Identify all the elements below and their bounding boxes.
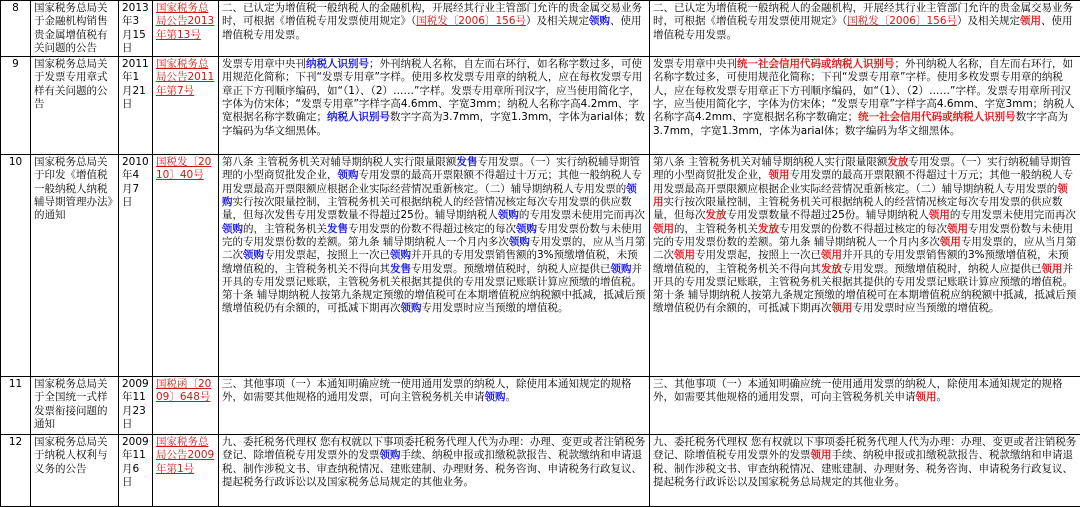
text-segment: ）及相关规定: [957, 15, 1021, 28]
text-segment: 专用发票的份数不得超过核定的每次: [779, 222, 947, 235]
original-term-highlight: 领购: [390, 249, 411, 262]
revised-term-highlight: 统一社会信用代码或纳税人识别号: [737, 58, 895, 71]
text-segment: 发票专用章中央刊: [653, 58, 737, 71]
text-segment: 专用发票的份数不得超过核定的每次: [348, 222, 516, 235]
text-segment: 专用发票数量不得超过25份。辅导期纳税人: [726, 209, 929, 222]
document-title: 国家税务总局关于纳税人权利与义务的公告: [31, 435, 119, 507]
document-number-link[interactable]: 国家税务总局公告2013年第13号: [153, 1, 219, 57]
row-number: 11: [1, 377, 31, 435]
text-segment: 的专用发票未使用完而再次: [518, 209, 645, 222]
document-title: 国家税务总局关于发票专用章式样有关问题的公告: [31, 57, 119, 155]
revised-text: [650, 1, 1080, 57]
revised-term-highlight: 领用: [821, 249, 842, 262]
text-segment: 专用发票的，应从当月第二次: [222, 235, 646, 262]
text-segment: 九、委托税务代理权 您有权就以下事项委托税务代理人代为办理：办理、变更或者注销税务登记、除增值税专用发票外的发票: [653, 436, 1077, 462]
table-body: [1, 1, 1080, 507]
original-text: [219, 377, 650, 435]
revised-term-highlight: 领用: [915, 391, 937, 404]
issue-date: 2009年11月23日: [119, 377, 153, 435]
text-segment: 并开具的专用发票记账联，主管税务机关根据其提供的专用发票记账联计算应预缴的增值税。第十条 辅导期纳税人按第九条规定预缴的增值税可在本期增值税应纳税额中抵减，抵减后预缴增值税仍有余额的，可抵减下期再次: [222, 262, 646, 315]
row-number: 9: [1, 57, 31, 155]
text-segment: ；外刊纳税人名称，自左而右环行，如名称字数过多，可使用规范化简称；下刊“发票专用章”字样。使用多枚发票专用章的纳税人，应在每枚发票专用章正下方刊顺序编码，如“（1）、（2）……”字样。发票专用章所刊汉字，应当使用简化字，字体为仿宋体；“发票专用章”字样字高4.6mm、字宽3mm；纳税人名称字高4.2mm、字宽根据名称字数确定；: [653, 58, 1075, 124]
table-row: [1, 377, 1080, 435]
revised-text: [650, 435, 1080, 507]
text-segment: 、使用增值税专用发票。: [653, 15, 1073, 41]
text-segment: 数字字高为3.7mm，字宽1.3mm，字体为arial体；数字编码为华文细黑体。: [653, 111, 1069, 137]
text-segment: 第八条 主管税务机关对辅导期纳税人实行限量限额: [653, 156, 888, 169]
text-segment: 二、已认定为增值税一般纳税人的金融机构，开展经其行业主管部门允许的贵金属交易业务时，可根据《增值税专用发票使用规定》（: [653, 2, 1073, 28]
document-title: 国家税务总局关于金融机构销售贵金属增值税有关问题的公告: [31, 1, 119, 57]
text-segment: 并开具的专用发票销售额的3%预缴增值税，未预缴增值税的，主管税务机关不得向其: [653, 249, 1069, 275]
document-number-link[interactable]: 国家税务总局公告2011年第7号: [153, 57, 219, 155]
revised-text: [650, 377, 1080, 435]
revised-term-highlight: 领用: [939, 235, 961, 248]
table-row: [1, 1, 1080, 57]
document-number-link[interactable]: 国家税务总局公告2009年第1号: [153, 435, 219, 507]
table-row: [1, 435, 1080, 507]
revised-term-highlight: 领用: [947, 222, 968, 235]
issue-date: 2009年11月6日: [119, 435, 153, 507]
text-segment: 的专用发票未使用完而再次: [949, 209, 1076, 222]
revised-term-highlight: 领用: [674, 249, 695, 262]
text-segment: 专用发票。预缴增值税时，纳税人应提供已: [842, 262, 1042, 275]
document-title: 国家税务总局关于印发《增值税一般纳税人纳税辅导期管理办法》的通知: [31, 155, 119, 377]
revised-term-highlight: 发放: [758, 222, 779, 235]
original-term-highlight: 领购: [243, 249, 264, 262]
text-segment: 第八条 主管税务机关对辅导期纳税人实行限量限额: [222, 156, 457, 169]
original-term-highlight: 发售: [456, 156, 478, 169]
revised-term-highlight: 发放: [705, 209, 727, 222]
text-segment: 专用发票份数与未使用完的专用发票份数的差额。第九条 辅导期纳税人一个月内多次: [653, 222, 1073, 248]
text-segment: 、使用增值税专用发票。: [222, 15, 642, 41]
text-segment: 专用发票起，按照上一次已: [264, 249, 390, 262]
original-term-highlight: 领购: [222, 182, 637, 209]
original-text: [219, 435, 650, 507]
revised-term-highlight: 领用: [653, 222, 674, 235]
revised-term-highlight: 领用: [831, 302, 853, 315]
original-term-highlight: 领购: [484, 391, 506, 404]
table-row: [1, 57, 1080, 155]
document-reference-link[interactable]: 国税发〔2006〕156号: [847, 15, 958, 28]
original-term-highlight: 发售: [327, 222, 348, 235]
revised-term-highlight: 领用: [810, 449, 832, 462]
original-term-highlight: 领购: [610, 262, 632, 275]
original-term-highlight: 领购: [379, 449, 401, 462]
text-segment: ；外刊纳税人名称，自左而右环行，如名称字数过多，可使用规范化简称；下刊“发票专用章”字样。使用多枚发票专用章的纳税人，应在每枚发票专用章正下方刊顺序编码，如“（1）、（2）……”字样。发票专用章所刊汉字，应当使用简化字，字体为仿宋体；“发票专用章”字样字高4.6mm、字宽3mm；纳税人名称字高4.2mm、字宽根据名称字数确定；: [222, 58, 643, 124]
text-segment: 手续、纳税申报或扣缴税款报告、税款缴纳和申请退税、制作涉税文书、审查纳税情况、建账建制、办理财务、税务咨询、申请税务行政复议、提起税务行政诉讼以及国家税务总局规定的其他业务。: [222, 449, 642, 489]
revised-term-highlight: 发放: [821, 262, 842, 275]
text-segment: 实行按次限量控制，主管税务机关可根据纳税人的经营情况核定每次专用发票的供应数量，但每次发售专用发票数量不得超过25份。辅导期纳税人: [222, 196, 632, 222]
text-segment: 发票专用章中央刊: [222, 58, 306, 71]
text-segment: 三、其他事项（一）本通知明确应统一使用通用发票的纳税人，除使用本通知规定的规格外，如需要其他规格的通用发票，可向主管税务机关申请: [653, 378, 1063, 404]
issue-date: 2010年4月7日: [119, 155, 153, 377]
document-title: 国家税务总局关于全国统一式样发票衔接问题的通知: [31, 377, 119, 435]
original-term-highlight: 领购: [508, 235, 530, 248]
original-text: [219, 155, 650, 377]
text-segment: 数字字高为3.7mm，字宽1.3mm，字体为arial体；数字编码为华文细黑体。: [222, 111, 645, 137]
row-number: 10: [1, 155, 31, 377]
revised-text: [650, 57, 1080, 155]
text-segment: 二、已认定为增值税一般纳税人的金融机构，开展经其行业主管部门允许的贵金属交易业务时，可根据《增值税专用发票使用规定》（: [222, 2, 642, 28]
text-segment: 专用发票的最高开票限额不得超过十万元；其他一般纳税人专用发票最高开票限额应根据企业实际经营情况重新核定。（二）辅导期纳税人专用发票的: [653, 169, 1073, 195]
text-segment: 。: [936, 391, 947, 404]
issue-date: 2013年3月15日: [119, 1, 153, 57]
original-text: [219, 1, 650, 57]
revised-term-highlight: 领用: [768, 169, 790, 182]
revised-term-highlight: 领用: [1020, 15, 1042, 28]
text-segment: 的，主管税务机关: [243, 222, 327, 235]
text-segment: 专用发票起，按照上一次已: [695, 249, 821, 262]
text-segment: 专用发票时应当预缴的增值税。: [852, 302, 1000, 315]
original-term-highlight: 纳税人识别号: [327, 111, 390, 124]
text-segment: 专用发票的最高开票限额不得超过十万元；其他一般纳税人专用发票最高开票限额应根据企业实际经营情况重新核定。（二）辅导期纳税人专用发票的: [222, 169, 642, 195]
text-segment: ）及相关规定: [526, 15, 590, 28]
revised-term-highlight: 统一社会信用代码或纳税人识别号: [858, 111, 1016, 124]
document-number-link[interactable]: 国税函〔2009〕648号: [153, 377, 219, 435]
text-segment: 专用发票。（一）实行纳税辅导期管理的小型商贸批发企业，: [653, 156, 1072, 182]
revised-term-highlight: 领用: [1041, 262, 1063, 275]
issue-date: 2011年1月21日: [119, 57, 153, 155]
original-term-highlight: 纳税人识别号: [306, 58, 369, 71]
original-term-highlight: 领购: [337, 169, 359, 182]
original-term-highlight: 领购: [222, 222, 243, 235]
text-segment: 三、其他事项（一）本通知明确应统一使用通用发票的纳税人，除使用本通知规定的规格外，如需要其他规格的通用发票，可向主管税务机关申请: [222, 378, 632, 404]
original-term-highlight: 领购: [497, 209, 519, 222]
original-text: [219, 57, 650, 155]
text-segment: 并开具的专用发票记账联，主管税务机关根据其提供的专用发票记账联计算应预缴的增值税。第十条 辅导期纳税人按第九条规定预缴的增值税可在本期增值税应纳税额中抵减，抵减后预缴增值税仍有余额的，可抵减下期再次: [653, 262, 1077, 315]
text-segment: 的，主管税务机关: [674, 222, 758, 235]
original-term-highlight: 领购: [589, 15, 611, 28]
text-segment: 专用发票份数与未使用完的专用发票份数的差额。第九条 辅导期纳税人一个月内多次: [222, 222, 642, 248]
revised-term-highlight: 领用: [653, 182, 1068, 209]
text-segment: 。: [505, 391, 516, 404]
revised-text: [650, 155, 1080, 377]
revised-term-highlight: 领用: [928, 209, 950, 222]
document-reference-link[interactable]: 国税发〔2006〕156号: [416, 15, 527, 28]
text-segment: 九、委托税务代理权 您有权就以下事项委托税务代理人代为办理：办理、变更或者注销税务登记、除增值税专用发票外的发票: [222, 436, 646, 462]
document-number-link[interactable]: 国税发〔2010〕40号: [153, 155, 219, 377]
text-segment: 专用发票。（一）实行纳税辅导期管理的小型商贸批发企业，: [222, 156, 641, 182]
text-segment: 手续、纳税申报或扣缴税款报告、税款缴纳和申请退税、制作涉税文书、审查纳税情况、建账建制、办理财务、税务咨询、申请税务行政复议、提起税务行政诉讼以及国家税务总局规定的其他业务。: [653, 449, 1073, 489]
table-row: [1, 155, 1080, 377]
text-segment: 专用发票。预缴增值税时，纳税人应提供已: [411, 262, 611, 275]
text-segment: 实行按次限量控制，主管税务机关可根据纳税人的经营情况核定每次专用发票的供应数量，但每次: [653, 196, 1063, 222]
original-term-highlight: 领购: [400, 302, 422, 315]
row-number: 12: [1, 435, 31, 507]
text-segment: 专用发票时应当预缴的增值税。: [421, 302, 569, 315]
row-number: 8: [1, 1, 31, 57]
original-term-highlight: 领购: [516, 222, 537, 235]
text-segment: 专用发票的，应从当月第二次: [653, 235, 1077, 262]
text-segment: 并开具的专用发票销售额的3%预缴增值税，未预缴增值税的，主管税务机关不得向其: [222, 249, 638, 275]
original-term-highlight: 发售: [390, 262, 411, 275]
revised-term-highlight: 发放: [887, 156, 909, 169]
